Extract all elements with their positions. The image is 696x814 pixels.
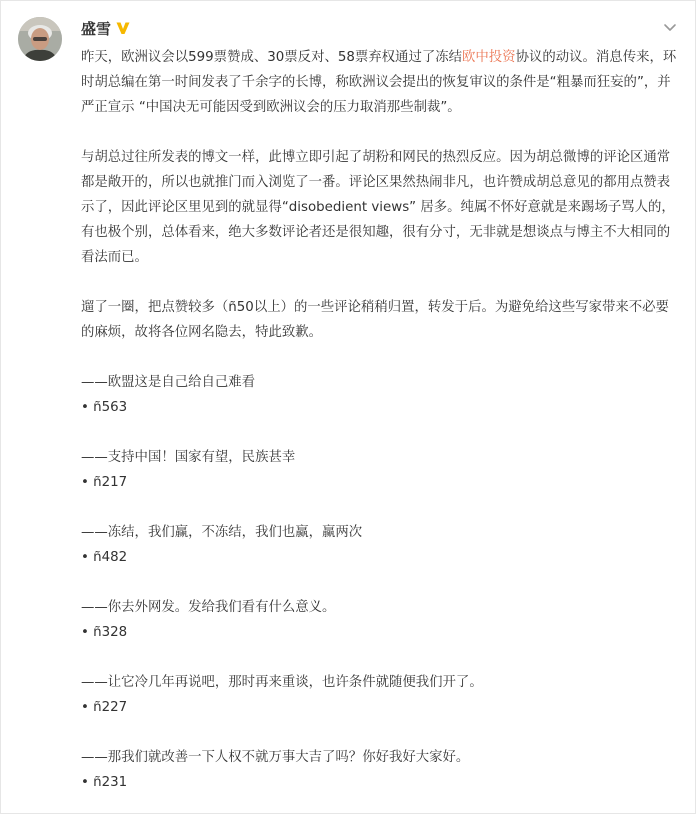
chevron-down-icon[interactable] [662, 19, 678, 35]
comment-text: ——让它冷几年再说吧，那时再来重谈，也许条件就随便我们开了。 [81, 675, 483, 690]
comment-text: ——你去外网发。发给我们看有什么意义。 [81, 600, 336, 615]
author-name[interactable]: 盛雪 [81, 19, 112, 38]
intro-text-start: 昨天，欧洲议会以599票赞成、30票反对、58票弃权通过了冻结 [81, 50, 463, 65]
comment-text: ——欧盟这是自己给自己难看 [81, 375, 256, 390]
comment-likes: • ñ563 [81, 400, 128, 415]
author-row [81, 17, 131, 39]
topic-link[interactable]: 欧中投资 [462, 50, 516, 65]
verified-badge-icon [115, 20, 131, 36]
avatar-image [18, 17, 62, 61]
comment-text: ——那我们就改善一下人权不就万事大吉了吗？你好我好大家好。 [81, 750, 470, 765]
comment-likes: • ñ217 [81, 475, 128, 490]
comment-text: ——冻结，我们赢，不冻结，我们也赢，赢两次 [81, 525, 363, 540]
post-body [81, 45, 679, 795]
paragraph-reaction: 与胡总过往所发表的博文一样，此博立即引起了胡粉和网民的热烈反应。因为胡总微博的评论区通常都是敞开的，所以也就推门而入浏览了一番。评论区果然热闹非凡，也许赞成胡总意见的都用点赞表示了，因此评论区里见到的就显得“disobedient views” 居多。纯属不怀好意就是来踢场子骂人的，有也极个别，总体看来，绝大多数评论者还是很知趣，很有分寸，无非就是想谈点与博主不大相同的看法而已。 [81, 150, 675, 265]
paragraph-intro [81, 45, 679, 120]
comment-likes: • ñ482 [81, 550, 128, 565]
comment-text: ——支持中国！国家有望，民族甚幸 [81, 450, 296, 465]
comment-likes: • ñ227 [81, 700, 128, 715]
intro-text-end: 协议的动议。消息传来，环时胡总编在第一时间发表了千余字的长博，称欧洲议会提出的恢复审议的条件是“粗暴而狂妄的”，并严正宣示 “中国决无可能因受到欧洲议会的压力取消那些制裁”。 [81, 50, 677, 115]
comment-likes: • ñ231 [81, 775, 128, 790]
avatar[interactable] [18, 17, 62, 61]
comment-likes: • ñ328 [81, 625, 128, 640]
paragraph-method: 遛了一圈，把点赞较多（ñ50以上）的一些评论稍稍归置，转发于后。为避免给这些写家带来不必要的麻烦，故将各位网名隐去，特此致歉。 [81, 300, 669, 340]
